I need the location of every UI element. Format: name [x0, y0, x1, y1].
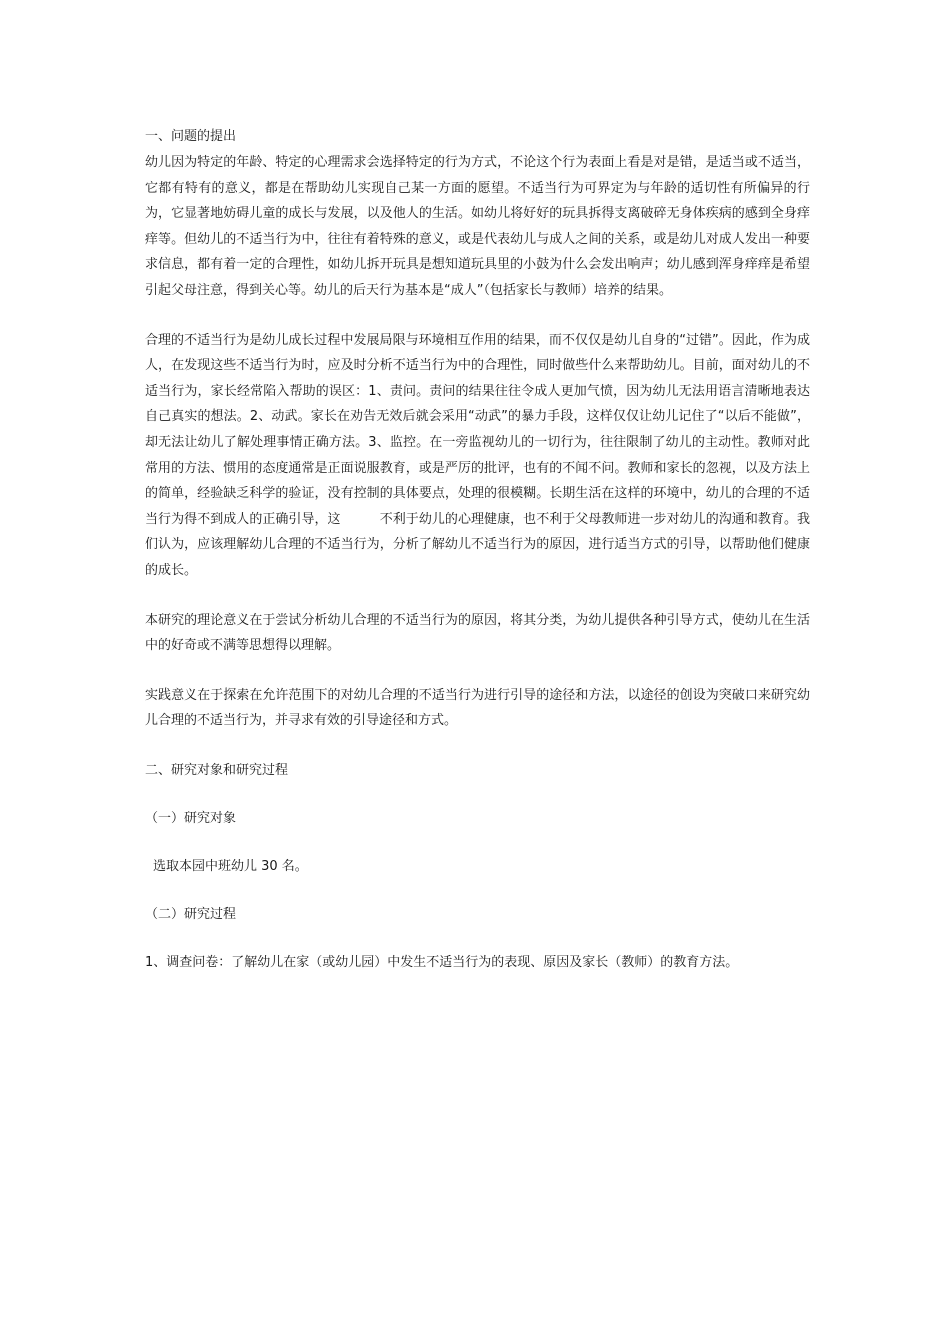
subsection-1-text: 选取本园中班幼儿 30 名。 — [153, 858, 308, 874]
subsection-2-heading: （二）研究过程 — [145, 906, 237, 922]
document-body — [145, 124, 810, 976]
section-1-paragraph-4: 实践意义在于探索在允许范围下的对幼儿合理的不适当行为进行引导的途径和方法，以途径的创设为突破口来研究幼儿合理的不适当行为，并寻求有效的引导途径和方式。 — [145, 687, 810, 729]
section-1-heading: 一、问题的提出 — [145, 129, 237, 144]
subsection-1-heading: （一）研究对象 — [145, 810, 237, 826]
paragraph-spacer — [145, 659, 810, 683]
paragraph-spacer — [145, 584, 810, 608]
section-1-paragraph-3: 本研究的理论意义在于尝试分析幼儿合理的不适当行为的原因，将其分类，为幼儿提供各种引导方式，使幼儿在生活中的好奇或不满等思想得以理解。 — [145, 612, 810, 654]
paragraph-spacer — [145, 734, 810, 758]
section-1-paragraph-2: 合理的不适当行为是幼儿成长过程中发展局限与环境相互作用的结果，而不仅仅是幼儿自身的“过错”。因此，作为成人，在发现这些不适当行为时，应及时分析不适当行为中的合理性，同时做些什么来帮助幼儿。目前，面对幼儿的不适当行为，家长经常陷入帮助的误区：1、责问。责问的结果往往令成人更加气愤，因为幼儿无法用语言清晰地表达自己真实的想法。2、动武。家长在劝告无效后就会采用“动武”的暴力手段，这样仅仅让幼儿记住了“以后不能做”，却无法让幼儿了解处理事情正确方法。3、监控。在一旁监视幼儿的一切行为，往往限制了幼儿的主动性。教师对此常用的方法、惯用的态度通常是正面说服教育，或是严厉的批评，也有的不闻不问。教师和家长的忽视，以及方法上的简单，经验缺乏科学的验证，没有控制的具体要点，处理的很模糊。长期生活在这样的环境中，幼儿的合理的不适当行为得不到成人的正确引导，这 不利于幼儿的心理健康，也不利于父母教师进一步对幼儿的沟通和教育。我们认为，应该理解幼儿合理的不适当行为，分析了解幼儿不适当行为的原因，进行适当方式的引导，以帮助他们健康的成长。 — [145, 332, 810, 578]
paragraph-spacer — [145, 928, 810, 950]
paragraph-spacer — [145, 784, 810, 806]
paragraph-spacer — [145, 880, 810, 902]
subsection-2-item-1: 1、调查问卷：了解幼儿在家（或幼儿园）中发生不适当行为的表现、原因及家长（教师）的教育方法。 — [145, 954, 739, 970]
paragraph-spacer — [145, 304, 810, 328]
section-1-paragraph-1: 幼儿因为特定的年龄、特定的心理需求会选择特定的行为方式，不论这个行为表面上看是对是错，是适当或不适当，它都有特有的意义，都是在帮助幼儿实现自己某一方面的愿望。不适当行为可界定为与年龄的适切性有所偏异的行为，它显著地妨碍儿童的成长与发展，以及他人的生活。如幼儿将好好的玩具拆得支离破碎无身体疾病的感到全身痒痒等。但幼儿的不适当行为中，往往有着特殊的意义，或是代表幼儿与成人之间的关系，或是幼儿对成人发出一种要求信息，都有着一定的合理性，如幼儿拆开玩具是想知道玩具里的小鼓为什么会发出响声；幼儿感到浑身痒痒是希望引起父母注意，得到关心等。幼儿的后天行为基本是“成人”（包括家长与教师）培养的结果。 — [145, 155, 810, 298]
section-2-heading: 二、研究对象和研究过程 — [145, 762, 289, 778]
paragraph-spacer — [145, 832, 810, 854]
